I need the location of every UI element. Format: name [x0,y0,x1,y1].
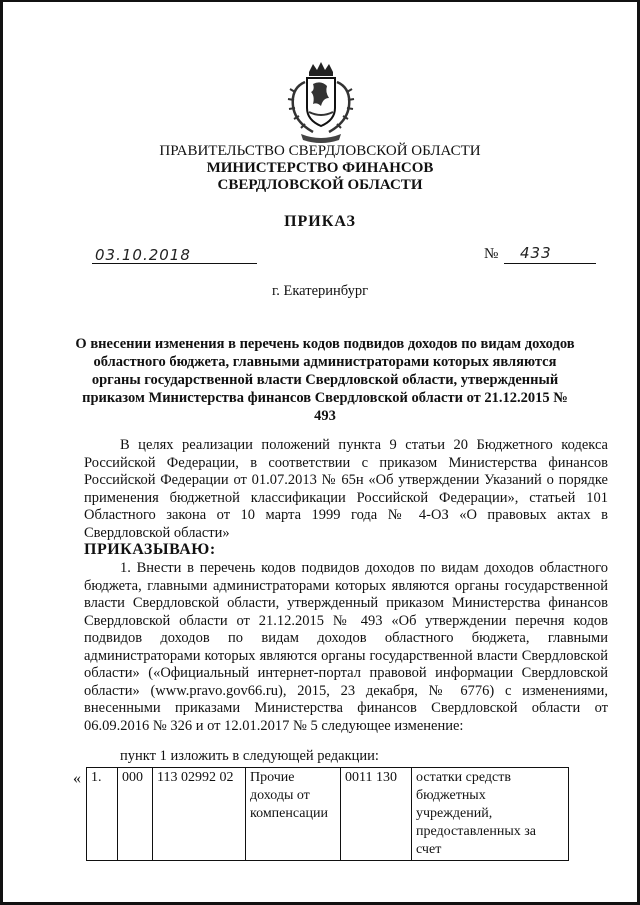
opening-quote: « [73,770,81,787]
number-label: № [484,246,499,262]
ministry-name: МИНИСТЕРСТВО ФИНАНСОВ [206,160,434,176]
table-row [87,768,569,861]
order-word: ПРИКАЗЫВАЮ: [84,541,216,558]
table-cell-revenue-code: 113 02992 02 [153,768,246,861]
ministry-region: СВЕРДЛОВСКОЙ ОБЛАСТИ [217,177,423,193]
date-underline [92,263,257,264]
table-cell-number: 1. [87,768,118,861]
order-number: 433 [520,244,552,262]
item-1-subline: пункт 1 изложить в следующей редакции: [120,748,379,764]
number-underline [504,263,596,264]
table-cell-subtype-code: 0011 130 [341,768,412,861]
order-subject: О внесении изменения в перечень кодов подвидов доходов по видам доходов областного бюджета, главными администраторами которых являются органы государственной власти Свердловской области, утвержденный приказом Министерства финансов Свердловской области от 21.12.2015 № 493 [75,336,575,424]
item-1-paragraph: 1. Внести в перечень кодов подвидов доходов по видам доходов областного бюджета, главными администраторами которых являются органы государственной власти Свердловской области, утвержденный приказом Министерства финансов Свердловской области от 21.12.2015 № 493 «Об утверждении перечня кодов подвидов доходов по видам доходов областного бюджета, главными администраторами которых являются органы государственной власти Свердловской области» («Официальный интернет-портал правовой информации Свердловской области» (www.pravo.gov66.ru), 2015, 23 декабря, № 6776) с изменениями, внесенными приказами Министерства финансов Свердловской области от 06.09.2016 № 326 и от 12.01.2017 № 5 следующее изменение: [84,560,608,734]
coat-of-arms-icon [283,62,359,144]
city: г. Екатеринбург [271,283,369,299]
table-cell-revenue-name: Прочие доходы от компенсации [246,768,341,861]
document-type: ПРИКАЗ [284,213,356,230]
government-name: ПРАВИТЕЛЬСТВО СВЕРДЛОВСКОЙ ОБЛАСТИ [159,143,481,159]
table-cell-subtype-name: остатки средств бюджетных учреждений, предоставленных за счет [412,768,569,861]
table-cell-admin-code: 000 [118,768,153,861]
preamble-paragraph: В целях реализации положений пункта 9 статьи 20 Бюджетного кодекса Российской Федерации, в соответствии с приказом Министерства финансов Российской Федерации от 01.07.2013 № 65н «Об утверждении Указаний о порядке применения бюджетной классификации Российской Федерации», статьей 101 Областного закона от 10 марта 1999 года № 4-ОЗ «О правовых актах в Свердловской области» [84,437,608,541]
order-date: 03.10.2018 [95,246,191,264]
amendment-table [86,767,569,861]
